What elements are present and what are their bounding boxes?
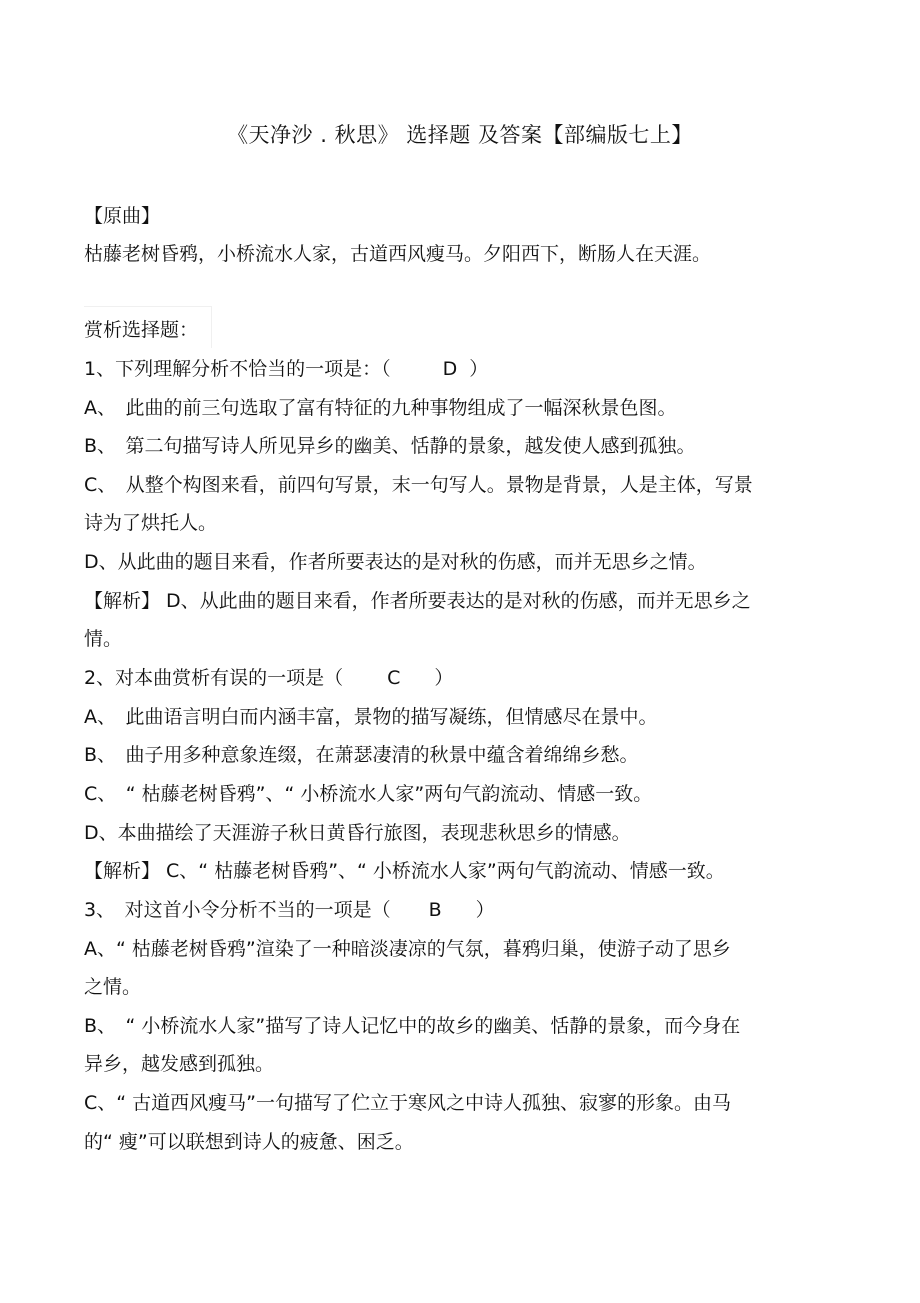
question-1-stem (84, 355, 488, 383)
question-2-close: ） (434, 667, 454, 689)
question-1-analysis-line-1: 【解析】 D、从此曲的题目来看，作者所要表达的是对秋的伤感，而并无思乡之 (84, 590, 751, 612)
question-2-stem (84, 664, 453, 692)
original-text: 枯藤老树昏鸦，小桥流水人家，古道西风瘦马。夕阳西下，断肠人在天涯。 (84, 243, 712, 265)
question-3-option-b-line-2: 异乡，越发感到孤独。 (84, 1053, 275, 1075)
question-1-answer: D (442, 358, 458, 380)
question-1-close: ） (469, 358, 489, 380)
question-3-text: 3、 对这首小令分析不当的一项是（ (84, 899, 391, 921)
question-3-option-c-line-2: 的“ 瘦”可以联想到诗人的疲惫、困乏。 (84, 1131, 414, 1153)
question-3-close: ） (475, 899, 495, 921)
document-title: 《天净沙 . 秋思》 选择题 及答案【部编版七上】 (227, 123, 693, 147)
question-1-analysis-line-2: 情。 (84, 628, 123, 650)
question-1-option-c-line-2: 诗为了烘托人。 (84, 512, 218, 534)
question-2-option-c: C、 “ 枯藤老树昏鸦”、“ 小桥流水人家”两句气韵流动、情感一致。 (84, 783, 653, 805)
question-3-answer: B (428, 899, 442, 921)
question-1-text: 1、下列理解分析不恰当的一项是：（ (84, 358, 391, 380)
question-2-option-a: A、 此曲语言明白而内涵丰富，景物的描写凝练，但情感尽在景中。 (84, 706, 658, 728)
question-3-option-a-line-2: 之情。 (84, 976, 142, 998)
question-2-analysis: 【解析】 C、“ 枯藤老树昏鸦”、“ 小桥流水人家”两句气韵流动、情感一致。 (84, 860, 725, 882)
original-heading: 【原曲】 (84, 205, 161, 227)
question-1-option-d: D、从此曲的题目来看，作者所要表达的是对秋的伤感，而并无思乡之情。 (84, 551, 707, 573)
question-3-option-b-line-1: B、 “ 小桥流水人家”描写了诗人记忆中的故乡的幽美、恬静的景象，而今身在 (84, 1015, 741, 1037)
question-1-option-b: B、 第二句描写诗人所见异乡的幽美、恬静的景象，越发使人感到孤独。 (84, 435, 696, 457)
question-3-stem (84, 896, 495, 924)
question-2-option-b: B、 曲子用多种意象连缀，在萧瑟凄清的秋景中蕴含着绵绵乡愁。 (84, 744, 639, 766)
question-2-option-d: D、本曲描绘了天涯游子秋日黄昏行旅图，表现悲秋思乡的情感。 (84, 822, 631, 844)
question-2-answer: C (387, 667, 401, 689)
question-1-option-c-line-1: C、 从整个构图来看，前四句写景，末一句写人。景物是背景，人是主体，写景 (84, 474, 753, 496)
question-3-option-c-line-1: C、“ 古道西风瘦马”一句描写了伫立于寒风之中诗人孤独、寂寥的形象。由马 (84, 1092, 731, 1114)
question-1-option-a: A、 此曲的前三句选取了富有特征的九种事物组成了一幅深秋景色图。 (84, 397, 677, 419)
section-heading: 赏析选择题： (84, 319, 199, 341)
question-2-text: 2、对本曲赏析有误的一项是（ (84, 667, 344, 689)
question-3-option-a-line-1: A、“ 枯藤老树昏鸦”渲染了一种暗淡凄凉的气氛，暮鸦归巢，使游子动了思乡 (84, 938, 731, 960)
